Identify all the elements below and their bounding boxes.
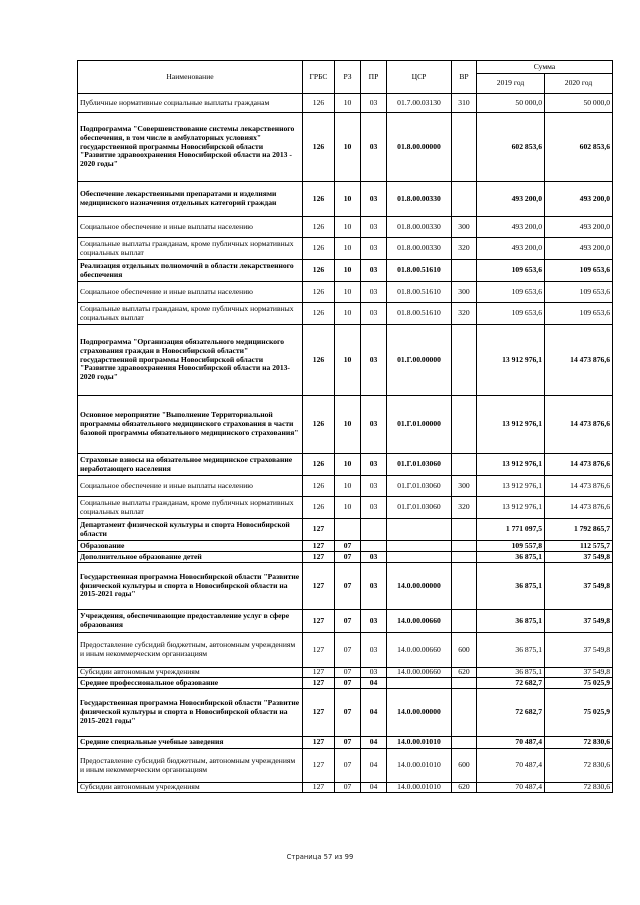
row-rz: 07 <box>335 633 361 668</box>
table-row <box>78 610 613 633</box>
row-rz: 07 <box>335 678 361 689</box>
row-csr: 14.0.00.01010 <box>387 749 452 783</box>
row-sum-2020: 14 473 876,6 <box>545 454 613 476</box>
row-csr <box>387 519 452 541</box>
row-csr: 14.0.00.00660 <box>387 668 452 678</box>
row-rz: 07 <box>335 541 361 552</box>
row-sum-2019: 36 875,1 <box>477 633 545 668</box>
row-rz: 10 <box>335 182 361 217</box>
row-sum-2020: 14 473 876,6 <box>545 497 613 519</box>
row-rz: 07 <box>335 749 361 783</box>
table-row <box>78 325 613 396</box>
row-sum-2019: 109 557,8 <box>477 541 545 552</box>
row-name: Учреждения, обеспечивающие предоставление услуг в сфере образования <box>78 610 303 633</box>
row-name: Средние специальные учебные заведения <box>78 737 303 749</box>
row-pr <box>361 519 387 541</box>
row-sum-2020: 75 025,9 <box>545 678 613 689</box>
row-grbs: 126 <box>303 282 335 303</box>
row-csr: 01.Г.01.03060 <box>387 476 452 497</box>
row-pr: 03 <box>361 94 387 113</box>
row-vr: 300 <box>452 476 477 497</box>
row-sum-2019: 13 912 976,1 <box>477 325 545 396</box>
row-grbs: 127 <box>303 610 335 633</box>
row-sum-2020: 37 549,8 <box>545 633 613 668</box>
row-rz: 07 <box>335 783 361 793</box>
row-vr <box>452 737 477 749</box>
row-grbs: 126 <box>303 325 335 396</box>
row-sum-2019: 72 682,7 <box>477 678 545 689</box>
row-rz: 07 <box>335 689 361 737</box>
row-rz: 10 <box>335 454 361 476</box>
header-vr: ВР <box>452 61 477 94</box>
table-row <box>78 552 613 563</box>
table-row <box>78 238 613 260</box>
row-grbs: 127 <box>303 541 335 552</box>
row-vr: 300 <box>452 217 477 238</box>
row-name: Департамент физической культуры и спорта Новосибирской области <box>78 519 303 541</box>
row-rz: 10 <box>335 94 361 113</box>
row-pr: 03 <box>361 238 387 260</box>
row-csr: 01.Г.01.00000 <box>387 396 452 454</box>
row-pr: 03 <box>361 282 387 303</box>
row-csr: 01.8.00.00330 <box>387 238 452 260</box>
row-pr: 03 <box>361 552 387 563</box>
row-name: Социальные выплаты гражданам, кроме публичных нормативных социальных выплат <box>78 238 303 260</box>
row-rz <box>335 519 361 541</box>
row-csr: 14.0.00.00660 <box>387 610 452 633</box>
row-pr: 03 <box>361 396 387 454</box>
row-pr: 03 <box>361 497 387 519</box>
row-pr: 03 <box>361 476 387 497</box>
row-rz: 10 <box>335 396 361 454</box>
table-row <box>78 182 613 217</box>
row-csr <box>387 552 452 563</box>
row-rz: 07 <box>335 610 361 633</box>
row-grbs: 126 <box>303 497 335 519</box>
row-pr: 03 <box>361 633 387 668</box>
row-rz: 10 <box>335 476 361 497</box>
row-vr: 320 <box>452 303 477 325</box>
row-sum-2020: 1 792 865,7 <box>545 519 613 541</box>
row-rz: 10 <box>335 497 361 519</box>
row-vr <box>452 519 477 541</box>
table-row <box>78 668 613 678</box>
row-name: Социальные выплаты гражданам, кроме публичных нормативных социальных выплат <box>78 303 303 325</box>
row-grbs: 126 <box>303 217 335 238</box>
table-row <box>78 476 613 497</box>
row-csr: 14.0.00.01010 <box>387 783 452 793</box>
row-pr: 03 <box>361 563 387 610</box>
row-pr: 03 <box>361 217 387 238</box>
row-rz: 10 <box>335 238 361 260</box>
row-vr: 300 <box>452 282 477 303</box>
row-grbs: 127 <box>303 737 335 749</box>
row-grbs: 127 <box>303 689 335 737</box>
row-name: Среднее профессиональное образование <box>78 678 303 689</box>
row-csr: 01.7.00.03130 <box>387 94 452 113</box>
row-csr: 01.8.00.00330 <box>387 217 452 238</box>
row-name: Предоставление субсидий бюджетным, автономным учреждениям и иным некоммерческим организациям <box>78 633 303 668</box>
table-row <box>78 563 613 610</box>
budget-table <box>77 60 613 793</box>
row-vr <box>452 113 477 182</box>
row-sum-2020: 37 549,8 <box>545 563 613 610</box>
row-sum-2019: 13 912 976,1 <box>477 396 545 454</box>
row-sum-2020: 14 473 876,6 <box>545 476 613 497</box>
table-row <box>78 260 613 282</box>
row-name: Социальное обеспечение и иные выплаты населению <box>78 282 303 303</box>
row-pr: 04 <box>361 749 387 783</box>
row-grbs: 127 <box>303 633 335 668</box>
row-grbs: 126 <box>303 303 335 325</box>
row-sum-2020: 493 200,0 <box>545 182 613 217</box>
row-sum-2019: 13 912 976,1 <box>477 476 545 497</box>
table-row <box>78 541 613 552</box>
row-vr: 310 <box>452 94 477 113</box>
row-pr: 03 <box>361 454 387 476</box>
row-vr <box>452 563 477 610</box>
row-name: Субсидии автономным учреждениям <box>78 668 303 678</box>
row-grbs: 126 <box>303 238 335 260</box>
row-pr: 03 <box>361 610 387 633</box>
row-csr: 01.Г.01.03060 <box>387 497 452 519</box>
table-row <box>78 749 613 783</box>
header-year-2019: 2019 год <box>477 74 545 94</box>
row-name: Социальное обеспечение и иные выплаты населению <box>78 217 303 238</box>
row-vr: 600 <box>452 749 477 783</box>
row-csr <box>387 541 452 552</box>
row-sum-2019: 109 653,6 <box>477 303 545 325</box>
row-vr <box>452 689 477 737</box>
row-name: Реализация отдельных полномочий в области лекарственного обеспечения <box>78 260 303 282</box>
row-name: Страховые взносы на обязательное медицинское страхование неработающего населения <box>78 454 303 476</box>
row-sum-2020: 72 830,6 <box>545 783 613 793</box>
row-name: Государственная программа Новосибирской области "Развитие физической культуры и спорта в Новосибирской области на 2015-2021 годы" <box>78 563 303 610</box>
row-rz: 07 <box>335 737 361 749</box>
row-csr: 01.8.00.00000 <box>387 113 452 182</box>
row-vr <box>452 678 477 689</box>
row-pr: 04 <box>361 678 387 689</box>
table-row <box>78 519 613 541</box>
row-grbs: 127 <box>303 519 335 541</box>
row-name: Субсидии автономным учреждениям <box>78 783 303 793</box>
row-name: Обеспечение лекарственными препаратами и изделиями медицинского назначения отдельных категорий граждан <box>78 182 303 217</box>
row-sum-2019: 70 487,4 <box>477 749 545 783</box>
table-row <box>78 396 613 454</box>
row-vr <box>452 552 477 563</box>
row-sum-2019: 109 653,6 <box>477 260 545 282</box>
row-vr <box>452 182 477 217</box>
row-rz: 07 <box>335 552 361 563</box>
row-sum-2020: 50 000,0 <box>545 94 613 113</box>
row-sum-2019: 602 853,6 <box>477 113 545 182</box>
row-csr: 14.0.00.00660 <box>387 633 452 668</box>
row-rz: 10 <box>335 217 361 238</box>
row-grbs: 127 <box>303 678 335 689</box>
row-sum-2020: 109 653,6 <box>545 260 613 282</box>
row-sum-2019: 1 771 097,5 <box>477 519 545 541</box>
row-csr: 14.0.00.01010 <box>387 737 452 749</box>
row-name: Социальные выплаты гражданам, кроме публичных нормативных социальных выплат <box>78 497 303 519</box>
header-rz: РЗ <box>335 61 361 94</box>
row-sum-2020: 14 473 876,6 <box>545 396 613 454</box>
row-grbs: 127 <box>303 668 335 678</box>
row-sum-2020: 72 830,6 <box>545 749 613 783</box>
row-sum-2020: 75 025,9 <box>545 689 613 737</box>
row-grbs: 126 <box>303 260 335 282</box>
row-sum-2019: 109 653,6 <box>477 282 545 303</box>
row-vr: 600 <box>452 633 477 668</box>
row-pr: 03 <box>361 303 387 325</box>
row-vr <box>452 610 477 633</box>
row-csr: 01.8.00.51610 <box>387 282 452 303</box>
row-grbs: 127 <box>303 552 335 563</box>
row-grbs: 126 <box>303 182 335 217</box>
row-sum-2019: 36 875,1 <box>477 552 545 563</box>
row-vr: 320 <box>452 497 477 519</box>
row-sum-2020: 109 653,6 <box>545 282 613 303</box>
row-sum-2019: 493 200,0 <box>477 182 545 217</box>
row-csr: 01.Г.01.03060 <box>387 454 452 476</box>
row-pr: 03 <box>361 668 387 678</box>
row-sum-2019: 70 487,4 <box>477 783 545 793</box>
row-grbs: 126 <box>303 454 335 476</box>
row-pr: 04 <box>361 689 387 737</box>
row-vr <box>452 325 477 396</box>
row-csr: 14.0.00.00000 <box>387 689 452 737</box>
row-pr: 03 <box>361 182 387 217</box>
row-sum-2020: 602 853,6 <box>545 113 613 182</box>
row-grbs: 126 <box>303 113 335 182</box>
row-sum-2019: 70 487,4 <box>477 737 545 749</box>
row-sum-2020: 72 830,6 <box>545 737 613 749</box>
row-csr: 01.8.00.51610 <box>387 303 452 325</box>
header-pr: ПР <box>361 61 387 94</box>
row-grbs: 127 <box>303 749 335 783</box>
row-rz: 10 <box>335 113 361 182</box>
row-vr: 320 <box>452 238 477 260</box>
header-grbs: ГРБС <box>303 61 335 94</box>
row-rz: 10 <box>335 303 361 325</box>
table-row <box>78 454 613 476</box>
row-grbs: 127 <box>303 563 335 610</box>
table-row <box>78 303 613 325</box>
row-csr: 14.0.00.00000 <box>387 563 452 610</box>
row-name: Подпрограмма "Совершенствование системы лекарственного обеспечения, в том числе в амбулаторных условиях" государственной программы Новосибирской области "Развитие здравоохранения Новосибирской области на 2013 - 2020 годы" <box>78 113 303 182</box>
row-name: Предоставление субсидий бюджетным, автономным учреждениям и иным некоммерческим организациям <box>78 749 303 783</box>
row-vr: 620 <box>452 783 477 793</box>
row-pr <box>361 541 387 552</box>
header-name: Наименование <box>78 61 303 94</box>
header-sum: Сумма <box>477 61 613 74</box>
row-sum-2020: 493 200,0 <box>545 238 613 260</box>
header-year-2020: 2020 год <box>545 74 613 94</box>
row-name: Социальное обеспечение и иные выплаты населению <box>78 476 303 497</box>
table-row <box>78 113 613 182</box>
row-grbs: 126 <box>303 94 335 113</box>
row-rz: 10 <box>335 260 361 282</box>
header-csr: ЦСР <box>387 61 452 94</box>
row-sum-2019: 72 682,7 <box>477 689 545 737</box>
row-csr: 01.8.00.00330 <box>387 182 452 217</box>
row-sum-2019: 493 200,0 <box>477 238 545 260</box>
table-row <box>78 737 613 749</box>
row-sum-2020: 37 549,8 <box>545 610 613 633</box>
table-row <box>78 689 613 737</box>
row-name: Образование <box>78 541 303 552</box>
table-row <box>78 633 613 668</box>
row-name: Государственная программа Новосибирской области "Развитие физической культуры и спорта в Новосибирской области на 2015-2021 годы" <box>78 689 303 737</box>
row-name: Дополнительное образование детей <box>78 552 303 563</box>
table-row <box>78 497 613 519</box>
row-name: Основное мероприятие "Выполнение Территориальной программы обязательного медицинского страхования в части базовой программы обязательного медицинского страхования" <box>78 396 303 454</box>
table-row <box>78 217 613 238</box>
row-sum-2019: 493 200,0 <box>477 217 545 238</box>
row-sum-2020: 112 575,7 <box>545 541 613 552</box>
page-footer: Страница 57 из 99 <box>286 853 354 861</box>
row-sum-2020: 493 200,0 <box>545 217 613 238</box>
row-name: Подпрограмма "Организация обязательного медицинского страхования граждан в Новосибирской области" государственной программы Новосибирской области "Развитие здравоохранения Новосибирской области на 2013-2020 годы" <box>78 325 303 396</box>
row-vr <box>452 260 477 282</box>
row-sum-2020: 109 653,6 <box>545 303 613 325</box>
row-sum-2019: 36 875,1 <box>477 668 545 678</box>
row-csr: 01.Г.00.00000 <box>387 325 452 396</box>
table-row <box>78 94 613 113</box>
row-sum-2019: 13 912 976,1 <box>477 497 545 519</box>
row-grbs: 127 <box>303 783 335 793</box>
row-pr: 03 <box>361 325 387 396</box>
row-grbs: 126 <box>303 476 335 497</box>
row-sum-2019: 13 912 976,1 <box>477 454 545 476</box>
table-row <box>78 678 613 689</box>
row-pr: 04 <box>361 737 387 749</box>
row-vr: 620 <box>452 668 477 678</box>
row-sum-2019: 36 875,1 <box>477 563 545 610</box>
row-vr <box>452 454 477 476</box>
row-name: Публичные нормативные социальные выплаты гражданам <box>78 94 303 113</box>
row-sum-2020: 14 473 876,6 <box>545 325 613 396</box>
row-vr <box>452 541 477 552</box>
row-rz: 07 <box>335 563 361 610</box>
row-sum-2020: 37 549,8 <box>545 552 613 563</box>
row-rz: 10 <box>335 282 361 303</box>
table-body <box>78 94 613 793</box>
table-row <box>78 783 613 793</box>
row-grbs: 126 <box>303 396 335 454</box>
table-row <box>78 282 613 303</box>
row-pr: 03 <box>361 260 387 282</box>
row-rz: 10 <box>335 325 361 396</box>
row-csr <box>387 678 452 689</box>
row-pr: 04 <box>361 783 387 793</box>
row-sum-2019: 36 875,1 <box>477 610 545 633</box>
row-pr: 03 <box>361 113 387 182</box>
row-sum-2019: 50 000,0 <box>477 94 545 113</box>
row-vr <box>452 396 477 454</box>
row-rz: 07 <box>335 668 361 678</box>
row-sum-2020: 37 549,8 <box>545 668 613 678</box>
row-csr: 01.8.00.51610 <box>387 260 452 282</box>
